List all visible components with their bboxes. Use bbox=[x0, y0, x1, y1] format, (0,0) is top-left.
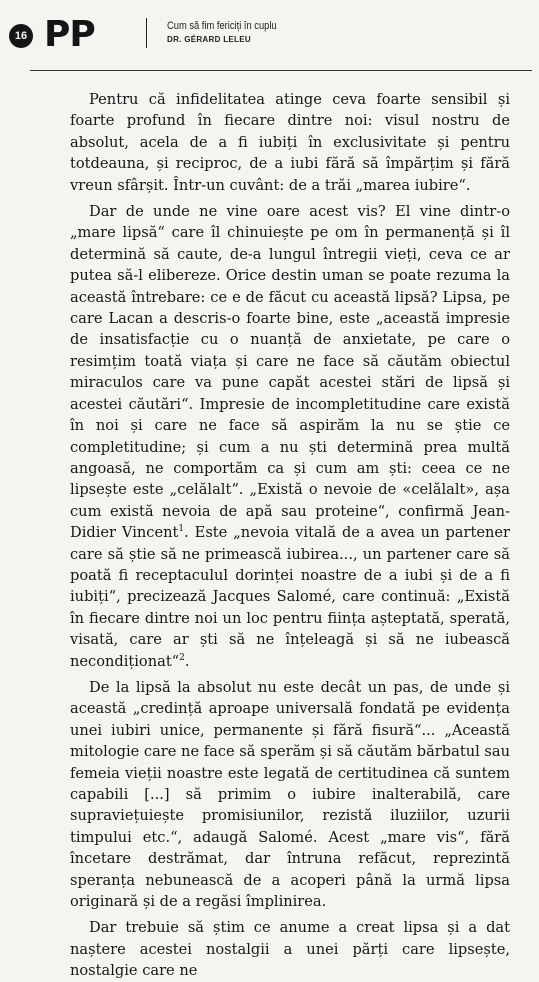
paragraph-2-text: Dar de unde ne vine oare acest vis? El vine dintr-o „mare lipsă“ care îl chinuiește pe om în permanență și îl determină să caute, de-a lungul întregii vieți, ceva ce ar putea să-l elibereze. Orice destin uman se poate rezuma la această întrebare: ce e de făcut cu această lipsă? Lipsa, pe care Lacan a descris-o foarte bine, este „această impresie de insatisfacție cu o nuanță de anxietate, pe care o resimțim toată viața și care ne face să căutăm obiectul miraculos care va pune capăt acestei stări de lipsă și acestei căutări“. Impresie de incompletitudine care există în noi și care ne face să aspirăm la nu se știe ce completitudine; și cum a nu ști determină prea multă angoasă, ne comportăm ca și cum am ști: ceea ce ne lipsește este „celălalt“. „Există o nevoie de «celălalt», așa cum există nevoia de apă sau proteine“, confirmă Jean-Didier Vincent bbox=[70, 203, 510, 542]
footnote-ref-1: 1 bbox=[178, 524, 185, 535]
paragraph-1: Pentru că infidelitatea atinge ceva foarte sensibil și foarte profund în fiecare dintre noi: visul nostru de absolut, acela de a fi iubiți în exclusivitate și pentru totdeauna, și reciproc, de a iubi fără să împărțim și fără vreun sfârșit. Într-un cuvânt: de a trăi „marea iubire“. bbox=[70, 91, 510, 194]
header-rule bbox=[30, 70, 532, 71]
paragraph-3: De la lipsă la absolut nu este decât un pas, de unde și această „credință aproape universală fondată pe evidența unei iubiri unice, permanente și fără fisură“... „Această mitologie care ne face să sperăm și să căutăm bărbatul sau femeia vieții noastre este legată de certitudinea că suntem capabili [...] să primim o iubire inalterabilă, care supraviețuiește promisiunilor, rezistă iluziilor, uzurii timpului etc.“, adaugă Salomé. Acest „mare vis“, fără încetare destrămat, dar întruna refăcut, reprezintă speranța nebunească de a acoperi până la urmă lipsa originară și de a regăsi împlinirea. bbox=[70, 678, 510, 911]
paragraph-2 bbox=[70, 201, 510, 672]
paragraph-2-text-end: . bbox=[184, 652, 190, 670]
page-header bbox=[0, 0, 539, 80]
book-author: DR. GÉRARD LELEU bbox=[167, 35, 251, 44]
paragraph-4: Dar trebuie să știm ce anume a creat lipsa și a dat naștere acestei nostalgii a unei părți care lipsește, nostalgie care ne bbox=[70, 919, 510, 980]
header-divider bbox=[146, 18, 147, 48]
book-title: Cum să fim fericiți în cuplu bbox=[167, 20, 277, 32]
page-number: 16 bbox=[9, 24, 33, 48]
publisher-logo: PP bbox=[44, 14, 95, 55]
paragraph-2-text-after: . Este „nevoia vitală de a avea un partener care să știe să ne primească iubirea..., un partener care să poată fi receptaculul dorinței noastre de a iubi și de a fi iubiți“, precizează Jacques Salomé, care continuă: „Există în fiecare dintre noi un loc pentru ființa așteptată, sperată, visată, care ar ști să ne înțeleagă și să ne iubească necondiționat“ bbox=[70, 524, 510, 670]
body-text bbox=[70, 89, 510, 982]
footnote-ref-2: 2 bbox=[179, 652, 185, 663]
